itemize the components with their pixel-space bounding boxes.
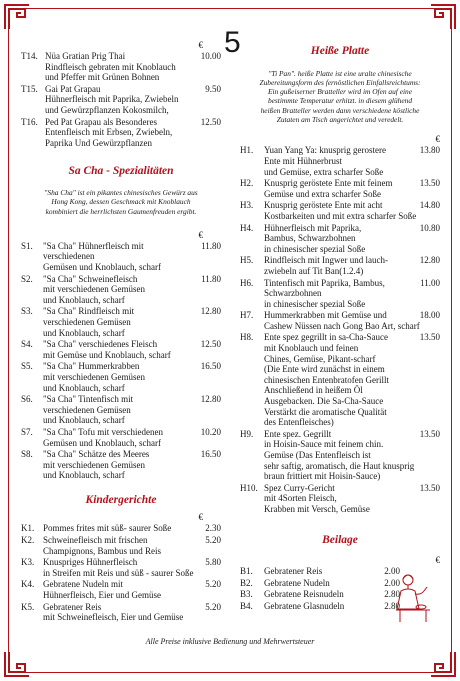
item-description <box>264 310 440 331</box>
item-line: Cashew Nüssen nach Gong Bao Art, scharf <box>264 320 420 331</box>
intro-line: Zutaten am Tisch angerichtet und veredelt. <box>276 115 404 125</box>
menu-item <box>240 483 440 515</box>
item-price: 12.50 <box>200 116 221 127</box>
menu-item <box>21 427 221 448</box>
corner-ornament-bottom-right <box>429 650 457 678</box>
item-code: H8. <box>240 332 254 343</box>
item-code: H1. <box>240 145 254 156</box>
menu-item <box>240 200 440 221</box>
item-line: Bambus, Schwarzbohnen <box>264 233 356 244</box>
item-description <box>264 200 440 221</box>
item-line: chinesischen Entenbratofen Gerillt <box>264 374 389 385</box>
menu-item <box>240 332 440 427</box>
menu-item <box>240 255 440 276</box>
item-line: Krabben mit Versch, Gemüse <box>264 503 370 514</box>
item-price: 12.80 <box>419 255 440 266</box>
section-title-beilage: Beilage <box>322 533 358 546</box>
item-price: 9.50 <box>205 83 221 94</box>
item-code: H7. <box>240 310 254 321</box>
item-price: 2.80 <box>384 600 400 611</box>
menu-item <box>21 241 221 273</box>
item-line: Tintenfisch mit Paprika, Bambus, <box>264 277 385 288</box>
item-line: verschiedenen Gemüsen <box>43 316 131 327</box>
item-code: S4. <box>21 339 33 350</box>
item-line: "Sa Cha" Rindfleisch mit <box>43 306 135 317</box>
heisse-dish-list <box>240 145 440 514</box>
item-code: T14. <box>21 51 38 61</box>
item-price: 13.50 <box>419 332 440 343</box>
item-price: 5.20 <box>205 535 221 546</box>
item-price: 5.80 <box>205 557 221 568</box>
item-code: H9. <box>240 428 254 439</box>
item-code: H6. <box>240 277 254 288</box>
dining-figure-illustration <box>390 570 434 626</box>
intro-line: Hong Kong, dessen Geschmack mit Knoblauch <box>51 197 191 207</box>
item-description <box>264 601 400 612</box>
menu-item <box>21 394 221 426</box>
beilage-dish-list <box>240 566 400 611</box>
item-line: Schweinefleisch mit frischen <box>43 535 148 546</box>
menu-item <box>240 566 400 577</box>
menu-item <box>21 535 221 556</box>
intro-line: heißen Bratteller werden dann verschiedene köstliche <box>260 105 420 115</box>
item-line: "Sa Cha" Schätze des Meeres <box>43 449 150 460</box>
item-description <box>43 557 221 578</box>
item-line: Pommes frites mit süß- saurer Soße <box>43 523 172 534</box>
section-intro-sacha <box>21 188 221 216</box>
intro-line: Ein gußeiserner Bratteller wird im Ofen auf eine <box>267 87 413 97</box>
thai-dish-list <box>21 51 221 148</box>
item-line: in chinesischer spezial Soße <box>264 243 366 254</box>
item-line: und Knoblauch, scharf <box>43 415 125 426</box>
currency-label: € <box>435 134 440 145</box>
corner-ornament-bottom-left <box>3 650 31 678</box>
item-price: 5.20 <box>205 601 221 612</box>
item-price: 18.00 <box>419 310 440 321</box>
item-line: Gebratene Reisnudeln <box>264 589 344 600</box>
menu-item <box>21 523 221 534</box>
item-line: Hühnerfleisch mit Paprika, <box>264 222 362 233</box>
item-code: B4. <box>240 600 253 611</box>
item-code: S2. <box>21 273 33 284</box>
currency-label: € <box>435 555 440 566</box>
menu-item <box>240 601 400 612</box>
currency-label: € <box>198 229 203 240</box>
item-description <box>264 255 440 276</box>
item-line: Ausgebacken. Die Sa-Cha-Sauce <box>264 396 384 407</box>
intro-line: "Sha Cha" ist ein pikantes chinesisches Gewürz aus <box>44 187 198 197</box>
menu-item <box>21 579 221 600</box>
item-line: und Pfeffer mit Grünen Bohnen <box>45 72 160 83</box>
item-description <box>43 361 221 393</box>
menu-item <box>21 274 221 306</box>
item-line: zwiebeln auf Tit Ban(1.2.4) <box>264 265 364 276</box>
item-line: Kostbarkeiten und mit extra scharfer Soße <box>264 210 417 221</box>
menu-item <box>21 51 221 83</box>
item-line: mit verschiedenen Gemüsen <box>43 459 145 470</box>
item-code: B1. <box>240 566 253 577</box>
sacha-dish-list <box>21 241 221 481</box>
item-line: Ente spez. Gegrillt <box>264 428 332 439</box>
item-line: "Sa Cha" verschiedenes Fleisch <box>43 339 158 350</box>
item-description <box>264 483 440 515</box>
item-line: Gai Pat Grapau <box>45 83 101 94</box>
item-line: und Gewürzpflanzen Kokosmilch, <box>45 104 169 115</box>
item-line: und Knoblauch, scharf <box>43 382 125 393</box>
item-price: 16.50 <box>200 361 221 372</box>
item-line: mit 4Sorten Fleisch, <box>264 493 337 504</box>
item-line: Schwarzbohnen <box>264 288 322 299</box>
intro-line: "Ti Pan". heiße Platte ist eine uralte chinesische <box>268 68 412 78</box>
section-title-sacha: Sa Cha - Spezialitäten <box>68 165 174 178</box>
item-line: in Hoisin-Sauce mit feinem chin. <box>264 439 384 450</box>
item-line: Gemüsen und Knoblauch, scharf <box>43 262 161 273</box>
item-code: S7. <box>21 426 33 437</box>
item-line: mit Knoblauch und feinen <box>264 343 359 354</box>
menu-item <box>240 278 440 310</box>
item-code: T16. <box>21 116 38 127</box>
corner-ornament-top-left <box>3 3 31 31</box>
item-description <box>264 145 440 177</box>
item-line: Knuspriges Hühnerfleisch <box>43 557 138 568</box>
item-line: Entenfleisch mit Erbsen, Zwiebeln, <box>45 127 173 138</box>
currency-label: € <box>198 40 203 50</box>
item-description <box>264 589 400 600</box>
item-line: Anschließend in heißem Öl <box>264 385 363 396</box>
item-line: "Sa Cha" Hühnerfleisch mit <box>43 240 144 251</box>
item-line: Gemüse und extra scharfer Soße <box>264 188 381 199</box>
currency-label: € <box>198 512 203 523</box>
item-line: Nüa Gratian Prig Thai <box>45 51 126 61</box>
item-line: Spez Curry-Gericht <box>264 482 335 493</box>
item-line: Verstärkt die aromatische Qualität <box>264 406 387 417</box>
item-description <box>45 51 221 83</box>
item-price: 13.50 <box>419 428 440 439</box>
item-line: Gebratene Nudeln <box>264 577 330 588</box>
item-price: 11.80 <box>201 273 221 284</box>
item-price: 14.80 <box>419 200 440 211</box>
item-code: K1. <box>21 523 35 534</box>
item-price: 11.80 <box>201 240 221 251</box>
item-description <box>43 339 221 360</box>
item-line: Ente spez gegrillt in sa-Cha-Sauce <box>264 332 388 343</box>
item-description <box>264 178 440 199</box>
item-line: Gebratene Glasnudeln <box>264 600 345 611</box>
item-code: S6. <box>21 394 33 405</box>
item-code: B3. <box>240 589 253 600</box>
item-line: "Sa Cha" Tofu mit verschiedenen <box>43 426 164 437</box>
item-line: Hummerkrabben mit Gemüse und <box>264 310 387 321</box>
item-code: H2. <box>240 178 254 189</box>
menu-item <box>240 223 440 255</box>
item-code: K2. <box>21 535 35 546</box>
item-line: Yuan Yang Ya: knusprig gerostere <box>264 145 386 156</box>
item-price: 10.20 <box>200 426 221 437</box>
item-line: Champignons, Bambus und Reis <box>43 545 162 556</box>
item-code: S5. <box>21 361 33 372</box>
item-code: H3. <box>240 200 254 211</box>
menu-item <box>240 145 440 177</box>
intro-line: bestimmte Temperatur erhitzt. in diesem glühend <box>267 96 413 106</box>
item-line: mit verschiedenen Gemüsen <box>43 371 145 382</box>
menu-item <box>21 557 221 578</box>
item-description <box>264 429 440 482</box>
item-line: Gemüse (Das Entenfleisch ist <box>264 450 371 460</box>
item-description <box>43 449 221 481</box>
menu-item <box>21 339 221 360</box>
item-line: mit verschiedenen Gemüsen <box>43 284 145 295</box>
kinder-dish-list <box>21 523 221 622</box>
item-line: Paprika Und Gewürzpflanzen <box>45 137 152 148</box>
item-line: Chines, Gemüse, Pikant-scharf <box>264 353 376 364</box>
menu-item <box>21 361 221 393</box>
item-line: mit Gemüse und Knoblauch, scharf <box>43 349 171 360</box>
item-price: 2.00 <box>384 566 400 577</box>
item-code: H5. <box>240 255 254 266</box>
item-line: Gemüsen und Knoblauch, scharf <box>43 437 161 448</box>
item-description <box>43 602 221 623</box>
item-line: Gebratener Reis <box>264 566 323 577</box>
item-code: B2. <box>240 577 253 588</box>
menu-item <box>240 310 440 331</box>
item-line: "Sa Cha" Tintenfisch mit <box>43 394 134 405</box>
item-price: 2.30 <box>205 523 221 534</box>
item-description <box>264 278 440 310</box>
item-description <box>43 306 221 338</box>
item-line: Hühnerfleisch, Eier und Gemüse <box>43 590 161 601</box>
item-price: 2.80 <box>384 589 400 600</box>
item-line: verschiedenen Gemüsen <box>43 404 131 415</box>
item-description <box>43 579 221 600</box>
intro-line: Zubereitungsform des fernöstlichen Einfallsreichtums: <box>259 77 421 87</box>
section-intro-heisse <box>240 69 440 125</box>
item-code: H10. <box>240 482 258 493</box>
item-description <box>264 223 440 255</box>
menu-item <box>240 178 440 199</box>
item-description <box>264 578 400 589</box>
item-code: K3. <box>21 557 35 568</box>
item-line: und Knoblauch, scharf <box>43 470 125 481</box>
menu-item <box>21 84 221 116</box>
item-description <box>45 117 221 149</box>
item-description <box>43 523 221 534</box>
menu-item <box>240 429 440 482</box>
right-column <box>240 40 440 613</box>
item-price: 5.20 <box>205 579 221 590</box>
corner-ornament-top-right <box>429 3 457 31</box>
page-number: 5 <box>224 26 241 59</box>
item-line: Rindfleisch gebraten mit Knoblauch <box>45 61 176 72</box>
menu-item <box>21 117 221 149</box>
item-code: S3. <box>21 306 33 317</box>
item-line: und Knoblauch, scharf <box>43 294 125 305</box>
item-code: K4. <box>21 579 35 590</box>
item-line: in chinesischer spezial Soße <box>264 298 366 309</box>
item-price: 13.50 <box>419 178 440 189</box>
menu-item <box>21 602 221 623</box>
menu-item <box>21 449 221 481</box>
item-line: Ped Pat Grapau als Besonderes <box>45 116 157 127</box>
menu-item <box>240 578 400 589</box>
intro-line: kombiniert die herrlichsten Gaumenfreuden ergibt. <box>45 206 197 216</box>
item-code: K5. <box>21 601 35 612</box>
item-line: Hühnerfleisch mit Paprika, Zwiebeln <box>45 94 179 105</box>
price-footnote: Alle Preise inklusive Bedienung und Mehrwertsteuer <box>145 637 315 646</box>
item-description <box>43 274 221 306</box>
item-code: H4. <box>240 222 254 233</box>
item-line: (Die Ente wird zunächst in einem <box>264 364 385 375</box>
item-line: Gebratener Reis <box>43 601 102 612</box>
item-description <box>264 332 440 427</box>
item-description <box>43 241 221 273</box>
left-column <box>21 40 221 624</box>
item-line: in Streifen mit Reis und süß - saurer Soße <box>43 567 194 578</box>
item-description <box>43 535 221 556</box>
item-price: 12.80 <box>200 306 221 317</box>
item-price: 12.50 <box>200 339 221 350</box>
item-line: mit Schweinefleisch, Eier und Gemüse <box>43 612 184 623</box>
item-line: sehr saftig, aromatisch, die Haut knusprig <box>264 460 415 471</box>
item-price: 16.50 <box>200 449 221 460</box>
item-description <box>264 566 400 577</box>
item-description <box>43 427 221 448</box>
item-line: Gebratene Nudeln mit <box>43 579 123 590</box>
item-line: Knusprig geröstete Ente mit feinem <box>264 178 393 189</box>
item-line: und Gemüse, extra scharfer Soße <box>264 166 384 177</box>
item-line: Rindfleisch mit Ingwer und lauch- <box>264 255 388 266</box>
item-line: braun frittiert mit Hoisin-Sauce) <box>264 471 381 482</box>
item-line: und Knoblauch, scharf <box>43 327 125 338</box>
item-line: Knusprig geröstete Ente mit acht <box>264 200 383 211</box>
item-code: S8. <box>21 449 33 460</box>
section-title-heisse: Heiße Platte <box>310 45 370 57</box>
item-price: 11.00 <box>420 277 440 288</box>
item-line: Ente mit Hühnerbrust <box>264 155 342 166</box>
menu-item <box>21 306 221 338</box>
item-line: "Sa Cha" Schweinefleisch <box>43 273 138 284</box>
item-price: 12.80 <box>200 394 221 405</box>
section-title-kinder: Kindergerichte <box>85 493 157 506</box>
item-code: T15. <box>21 83 38 94</box>
item-price: 13.80 <box>419 145 440 156</box>
item-code: S1. <box>21 240 33 251</box>
item-line: verschiedenen <box>43 251 95 262</box>
item-line: "Sa Cha" Hummerkrabben <box>43 361 140 372</box>
item-price: 10.00 <box>200 51 221 61</box>
item-price: 10.80 <box>419 222 440 233</box>
item-price: 2.00 <box>384 577 400 588</box>
item-line: des Entenfleisches) <box>264 417 334 428</box>
item-price: 13.50 <box>419 482 440 493</box>
menu-item <box>240 589 400 600</box>
item-description <box>43 394 221 426</box>
item-description <box>45 84 221 116</box>
